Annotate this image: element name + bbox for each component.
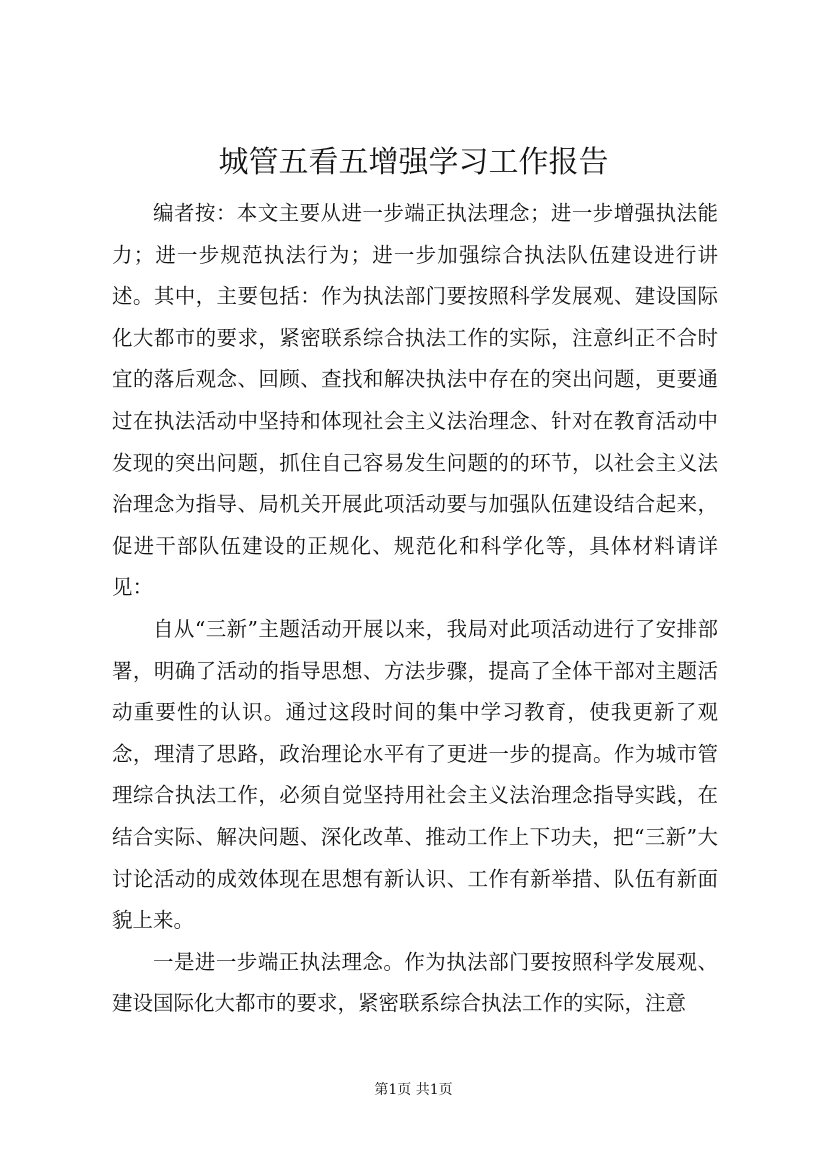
body-paragraph: 一是进一步端正执法理念。作为执法部门要按照科学发展观、建设国际化大都市的要求，紧密联系综合执法工作的实际，注意 (112, 949, 718, 1016)
page-footer: 第1页 共1页 (374, 1082, 453, 1098)
document-body (112, 193, 718, 1025)
document-title: 城管五看五增强学习工作报告 (218, 145, 609, 180)
editor-note-paragraph: 编者按：本文主要从进一步端正执法理念；进一步增强执法能力；进一步规范执法行为；进一步加强综合执法队伍建设进行讲述。其中，主要包括：作为执法部门要按照科学发展观、建设国际化大都市的要求，紧密联系综合执法工作的实际，注意纠正不合时宜的落后观念、回顾、查找和解决执法中存在的突出问题，更要通过在执法活动中坚持和体现社会主义法治理念、针对在教育活动中发现的突出问题，抓住自己容易发生问题的的环节，以社会主义法治理念为指导、局机关开展此项活动要与加强队伍建设结合起来，促进干部队伍建设的正规化、规范化和科学化等，具体材料请详见： (112, 201, 718, 600)
body-paragraph: 自从“三新”主题活动开展以来，我局对此项活动进行了安排部署，明确了活动的指导思想、方法步骤，提高了全体干部对主题活动重要性的认识。通过这段时间的集中学习教育，使我更新了观念，理清了思路，政治理论水平有了更进一步的提高。作为城市管理综合执法工作，必须自觉坚持用社会主义法治理念指导实践，在结合实际、解决问题、深化改革、推动工作上下功夫，把“三新”大讨论活动的成效体现在思想有新认识、工作有新举措、队伍有新面貌上来。 (112, 616, 718, 933)
